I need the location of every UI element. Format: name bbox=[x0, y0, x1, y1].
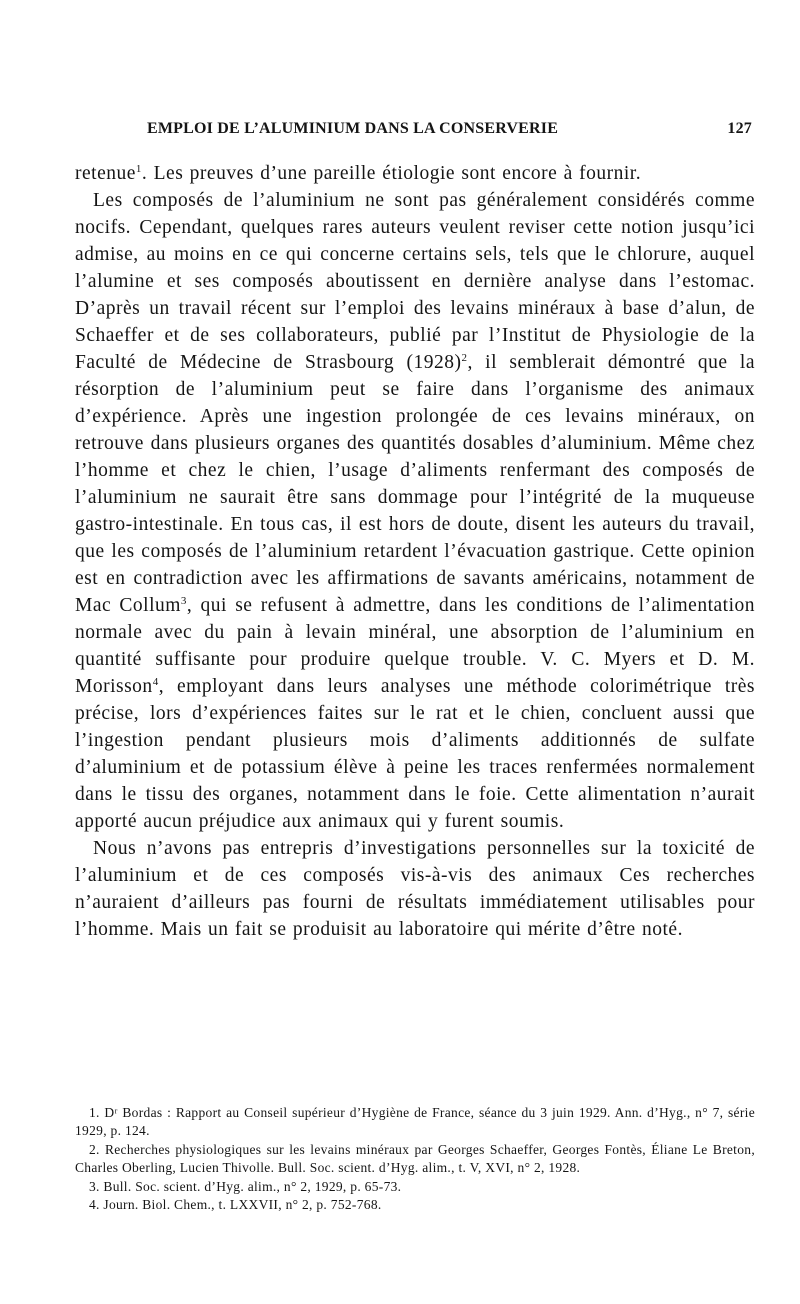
paragraph-3: Nous n’avons pas entrepris d’investigations personnelles sur la toxicité de l’aluminium et de ces composés vis-à-vis des animaux Ces recherches n’auraient d’ailleurs pas fourni de résultats immédiatement utilisables pour l’homme. Mais un fait se produisit au laboratoire qui mérite d’être noté. bbox=[75, 838, 755, 940]
paragraph-2-part-b: , il semblerait démontré que la résorption de l’aluminium peut se faire dans l’organisme des animaux d’expérience. Après une ingestion prolongée de ces levains minéraux, on retrouve dans plusieurs organes des quantités dosables d’aluminium. Même chez l’homme et chez le chien, l’usage d’aliments renfermant des composés de l’aluminium ne saurait être sans dommage pour l’intégrité de la muqueuse gastro-intestinale. En tous cas, il est hors de doute, disent les auteurs du travail, que les composés de l’aluminium retardent l’évacuation gastrique. Cette opinion est en contradiction avec les affirmations de savants américains, notamment de Mac Collum bbox=[75, 352, 755, 616]
paragraph-2 bbox=[75, 187, 755, 835]
paragraph-2-part-a: Les composés de l’aluminium ne sont pas généralement considérés comme nocifs. Cependant, quelques rares auteurs veulent reviser cette notion jusqu’ici admise, au moins en ce qui concerne certains sels, tels que le chlorure, auquel l’alumine et ses composés aboutissent en dernière analyse dans l’estomac. D’après un travail récent sur l’emploi des levains minéraux à base d’alun, de Schaeffer et de ses collaborateurs, publié par l’Institut de Physiologie de la Faculté de Médecine de Strasbourg (1928) bbox=[75, 190, 755, 373]
paragraph-2-part-c: , qui se refusent à admettre, dans les conditions de l’alimentation normale avec du pain à levain minéral, une absorption de l’aluminium en quantité suffisante pour produire quelque trouble. V. C. Myers et D. M. Morisson bbox=[75, 595, 755, 697]
footnote-4: 4. Journ. Biol. Chem., t. LXXVII, n° 2, p. 752-768. bbox=[89, 1197, 382, 1213]
paragraph-2-part-d: , employant dans leurs analyses une méthode colorimétrique très précise, lors d’expériences faites sur le rat et le chien, concluent aussi que l’ingestion pendant plusieurs mois d’aliments additionnés de sulfate d’aluminium et de potassium élève à peine les traces renfermées normalement dans le tissu des organes, notamment dans le foie. Cette alimentation n’aurait apporté aucun préjudice aux animaux qui y furent soumis. bbox=[75, 676, 755, 832]
paragraph-1-rest: . Les preuves d’une pareille étiologie sont encore à fournir. bbox=[141, 163, 642, 184]
paragraph-1 bbox=[75, 160, 755, 187]
main-text bbox=[75, 160, 755, 943]
page-number: 127 bbox=[727, 120, 752, 137]
footnote-ref-2: 2 bbox=[461, 352, 468, 364]
running-title: EMPLOI DE L’ALUMINIUM DANS LA CONSERVERIE bbox=[147, 120, 559, 137]
footnote-3: 3. Bull. Soc. scient. d’Hyg. alim., n° 2, 1929, p. 65-73. bbox=[89, 1178, 402, 1194]
footnote-1: 1. Dʳ Bordas : Rapport au Conseil supérieur d’Hygiène de France, séance du 3 juin 1929. Ann. d’Hyg., n° 7, série 1929, p. 124. bbox=[75, 1105, 755, 1139]
paragraph-1-lead: retenue bbox=[75, 163, 136, 184]
footnote-ref-4: 4 bbox=[152, 676, 159, 688]
footnotes bbox=[75, 1104, 755, 1214]
footnote-ref-1: 1 bbox=[135, 163, 142, 175]
footnote-2: 2. Recherches physiologiques sur les levains minéraux par Georges Schaeffer, Georges Fontès, Éliane Le Breton, Charles Oberling, Lucien Thivolle. Bull. Soc. scient. d’Hyg. alim., t. V, XVI, n° 2, 1928. bbox=[75, 1141, 755, 1176]
footnote-ref-3: 3 bbox=[180, 595, 187, 607]
